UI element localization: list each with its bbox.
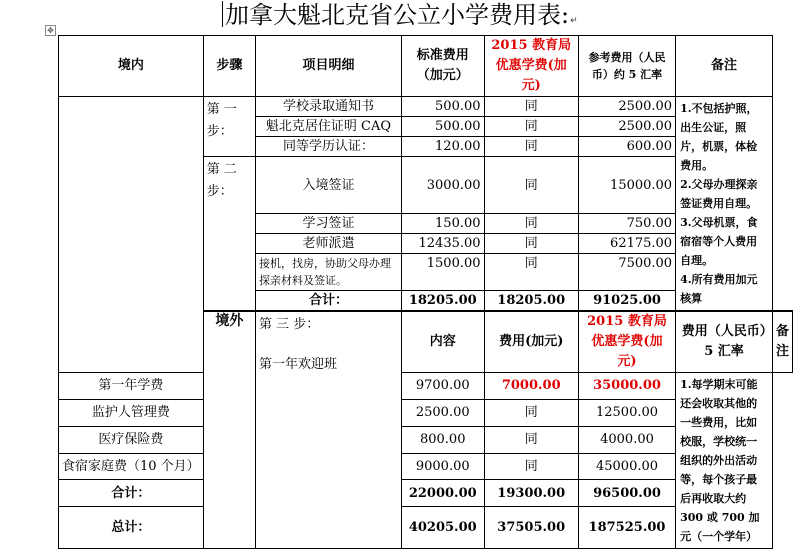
step1-cell: 第 一 步：	[203, 97, 255, 157]
item-cell: 老师派遣	[256, 234, 402, 254]
standard-cell: 800.00	[401, 426, 484, 453]
title-text: 加拿大魁北克省公立小学费用表:	[225, 1, 570, 29]
item-cell: 监护人管理费	[59, 399, 204, 426]
item-cell: 学校录取通知书	[256, 97, 402, 117]
rmb-cell: 4000.00	[578, 426, 675, 453]
rmb-cell: 45000.00	[578, 453, 675, 480]
item-cell: 入境签证	[256, 157, 402, 214]
note-line: 3.父母机票，食宿宿等个人费用自理。	[680, 216, 758, 267]
item-cell: 魁北克居住证明 CAQ	[256, 117, 402, 137]
standard-cell: 1500.00	[401, 254, 484, 291]
table-row	[59, 373, 793, 400]
discount-cell: 7000.00	[484, 373, 578, 400]
item-cell: 食宿家庭费（10 个月）	[59, 453, 204, 480]
rmb-cell: 15000.00	[578, 157, 675, 214]
move-anchor-icon[interactable]: ✥	[45, 25, 56, 36]
total-rmb: 187525.00	[578, 507, 675, 549]
region-header-domestic: 境内	[59, 36, 204, 97]
discount-cell: 同	[484, 399, 578, 426]
document-title	[222, 0, 578, 36]
item-cell: 同等学历认证：	[256, 137, 402, 157]
discount-cell: 同	[484, 453, 578, 480]
standard-cell: 12435.00	[401, 234, 484, 254]
discount-cell: 同	[484, 254, 578, 291]
item-cell: 第一年学费	[59, 373, 204, 400]
item-cell: 医疗保险费	[59, 426, 204, 453]
rmb-cell: 35000.00	[578, 373, 675, 400]
standard-cell: 500.00	[401, 117, 484, 137]
rmb-cell: 2500.00	[578, 97, 675, 117]
step3-label: 第 三 步：	[259, 317, 320, 332]
total-discount: 37505.00	[484, 507, 578, 549]
standard-cell: 120.00	[401, 137, 484, 157]
discount-fee-header-overseas: 2015 教育局优惠学费(加元)	[578, 311, 675, 373]
discount-cell: 同	[484, 97, 578, 117]
fee-table	[58, 35, 793, 549]
step3-cell	[256, 311, 402, 549]
subtotal-standard: 22000.00	[401, 480, 484, 507]
subtotal-rmb: 96500.00	[578, 480, 675, 507]
total-label: 总计：	[59, 507, 204, 549]
note-line: 1.不包括护照，出生公证，照片，机票，体检费用。	[680, 102, 758, 172]
discount-cell: 同	[484, 214, 578, 234]
content-header: 内容	[401, 311, 484, 373]
subtotal-rmb: 91025.00	[578, 291, 675, 312]
note-line: 4.所有费用加元核算	[680, 273, 758, 305]
paragraph-mark-icon: ↵	[570, 16, 578, 26]
class-label: 第一年欢迎班	[259, 357, 338, 372]
standard-cell: 500.00	[401, 97, 484, 117]
rmb-cell: 62175.00	[578, 234, 675, 254]
fee-cad-header: 费用(加元)	[484, 311, 578, 373]
note-header-overseas: 备注	[772, 311, 792, 373]
step-header: 步骤	[203, 36, 255, 97]
item-header: 项目明细	[256, 36, 402, 97]
subtotal-discount: 19300.00	[484, 480, 578, 507]
rmb-fee-header: 参考费用（人民币）约 5 汇率	[578, 36, 675, 97]
standard-cell: 2500.00	[401, 399, 484, 426]
table-row	[59, 97, 793, 117]
notes-cell-overseas: 1.每学期末可能还会收取其他的一些费用，比如校服，学校统一组织的外出活动等，每个孩子最后再收取大约 300 或 700 加元（一个学年）	[676, 373, 773, 549]
subtotal-label: 合计：	[256, 291, 402, 312]
standard-cell: 9000.00	[401, 453, 484, 480]
region-header-overseas: 境外	[203, 311, 255, 549]
standard-fee-header: 标准费用（加元）	[401, 36, 484, 97]
standard-cell: 3000.00	[401, 157, 484, 214]
item-cell: 接机，找房，协助父母办理探亲材料及签证。	[256, 254, 402, 291]
rmb-cell: 600.00	[578, 137, 675, 157]
standard-cell: 9700.00	[401, 373, 484, 400]
item-cell: 学习签证	[256, 214, 402, 234]
rmb-cell: 2500.00	[578, 117, 675, 137]
table-header-row-domestic	[59, 36, 793, 97]
step2-cell: 第 二 步：	[203, 157, 255, 312]
region-cell-domestic	[59, 97, 204, 373]
total-standard: 40205.00	[401, 507, 484, 549]
rmb-cell: 750.00	[578, 214, 675, 234]
note-line: 2.父母办理探亲签证费用自理。	[680, 178, 758, 210]
notes-cell-domestic	[676, 97, 773, 312]
discount-cell: 同	[484, 234, 578, 254]
note-header: 备注	[676, 36, 773, 97]
spacer	[259, 336, 398, 354]
rmb-cell: 7500.00	[578, 254, 675, 291]
fee-rmb-header: 费用（人民币）5 汇率	[676, 311, 773, 373]
rmb-cell: 12500.00	[578, 399, 675, 426]
subtotal-label: 合计：	[59, 480, 204, 507]
subtotal-discount: 18205.00	[484, 291, 578, 312]
discount-cell: 同	[484, 137, 578, 157]
subtotal-standard: 18205.00	[401, 291, 484, 312]
text-cursor	[222, 1, 223, 27]
discount-fee-header: 2015 教育局优惠学费(加元)	[484, 36, 578, 97]
discount-cell: 同	[484, 117, 578, 137]
discount-cell: 同	[484, 426, 578, 453]
standard-cell: 150.00	[401, 214, 484, 234]
discount-cell: 同	[484, 157, 578, 214]
